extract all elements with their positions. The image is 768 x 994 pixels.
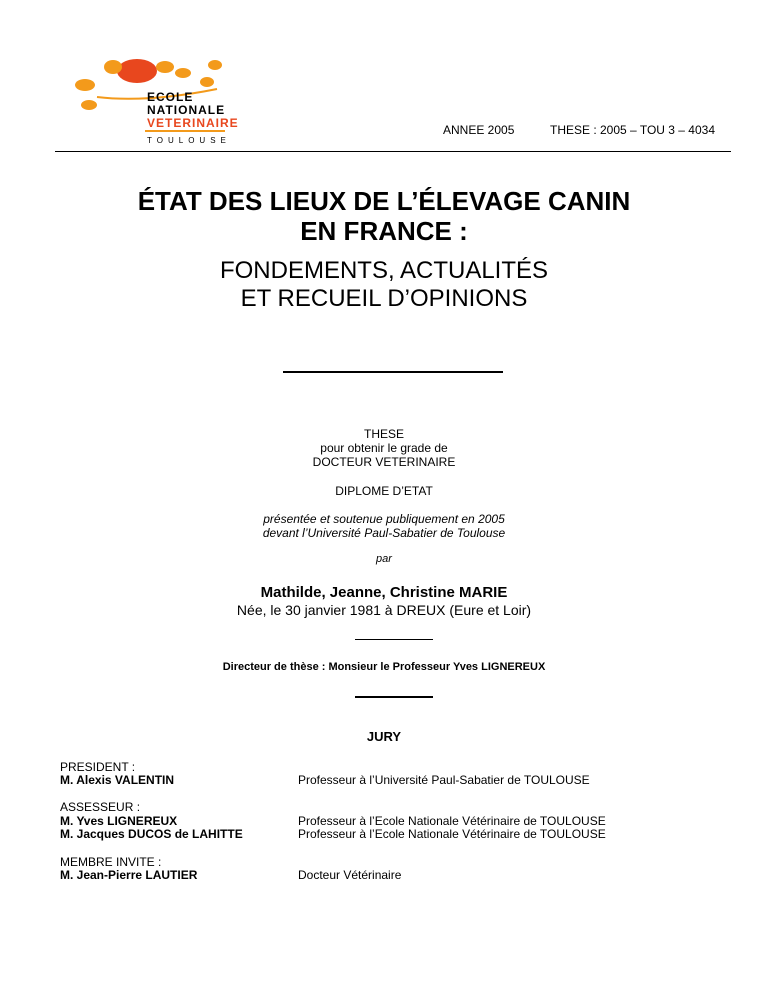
thesis-diploma: DIPLOME D’ETAT [335,484,433,498]
jury-assessor-2-title: Professeur à l’Ecole Nationale Vétérinaire de TOULOUSE [298,827,606,841]
separator [355,639,433,640]
header-thesis-number: THESE : 2005 – TOU 3 – 4034 [550,123,715,137]
jury-invited-name: M. Jean-Pierre LAUTIER [60,868,198,882]
separator [355,696,433,698]
thesis-presented-2: devant l’Université Paul-Sabatier de Toulouse [262,526,506,540]
jury-assessor-2-name: M. Jacques DUCOS de LAHITTE [60,827,243,841]
title-line-2: EN FRANCE : [300,216,468,246]
logo-text-nationale: NATIONALE [147,103,226,117]
logo-text-toulouse: TOULOUSE [147,136,231,145]
jury-president-title: Professeur à l’Université Paul-Sabatier de TOULOUSE [298,773,590,787]
logo-text-ecole: ECOLE [147,90,194,104]
jury-president-name: M. Alexis VALENTIN [60,773,175,787]
separator [283,371,503,373]
jury-title: JURY [366,729,402,744]
jury-assessor-1-name: M. Yves LIGNEREUX [60,814,178,828]
school-logo [57,33,239,153]
logo-underline [145,130,225,132]
author-birth: Née, le 30 janvier 1981 à DREUX (Eure et Loir) [236,602,532,618]
jury-president-role: PRESIDENT : [60,760,136,774]
header-rule [55,151,731,152]
thesis-degree: DOCTEUR VETERINAIRE [312,455,456,469]
header-year: ANNEE 2005 [443,123,515,137]
thesis-by: par [376,553,392,565]
jury-assessor-role: ASSESSEUR : [60,800,141,814]
jury-invited-role: MEMBRE INVITE : [60,855,162,869]
subtitle-line-1: FONDEMENTS, ACTUALITÉS [219,257,549,284]
author-name: Mathilde, Jeanne, Christine MARIE [260,584,508,601]
subtitle-line-2: ET RECUEIL D’OPINIONS [240,285,528,312]
jury-assessor-1-title: Professeur à l’Ecole Nationale Vétérinaire de TOULOUSE [298,814,606,828]
logo-text-veterinaire: VETERINAIRE [147,116,239,130]
thesis-director: Directeur de thèse : Monsieur le Professeur Yves LIGNEREUX [222,661,546,673]
title-line-1: ÉTAT DES LIEUX DE L’ÉLEVAGE CANIN [137,186,631,216]
jury-invited-title: Docteur Vétérinaire [298,868,402,882]
thesis-presented-1: présentée et soutenue publiquement en 2005 [263,512,505,526]
thesis-purpose: pour obtenir le grade de [320,441,448,455]
thesis-label: THESE [363,427,404,441]
